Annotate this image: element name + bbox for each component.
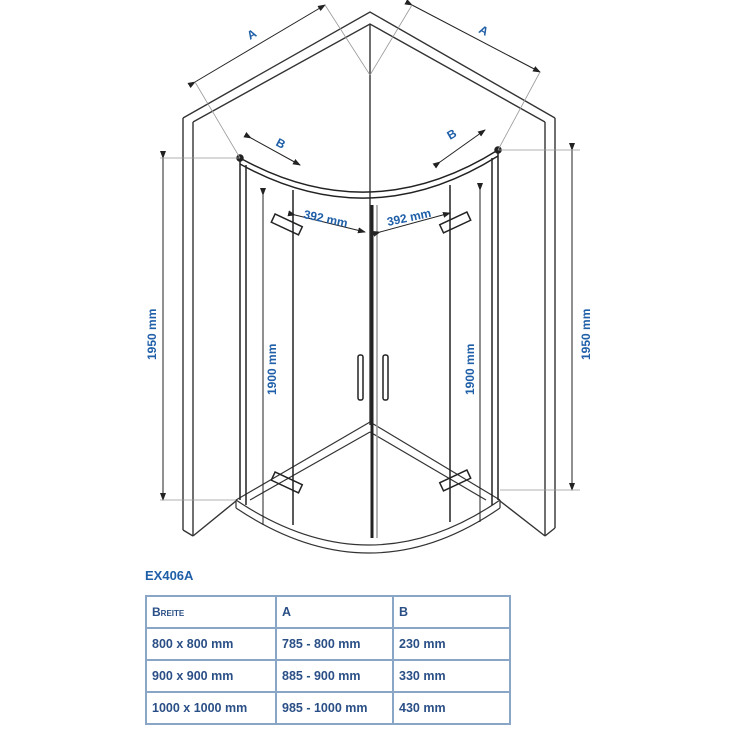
dim-height-glass-left: 1900 mm	[265, 343, 279, 395]
header-b: B	[393, 596, 510, 628]
walls	[183, 12, 555, 536]
header-a: A	[276, 596, 393, 628]
cell-a: 985 - 1000 mm	[276, 692, 393, 724]
header-breite: Breite	[146, 596, 276, 628]
table-row	[146, 660, 510, 692]
glass-enclosure	[237, 147, 501, 538]
cell-b: 430 mm	[393, 692, 510, 724]
dim-b-right: B	[444, 126, 460, 143]
dim-door-right: 392 mm	[385, 205, 433, 229]
table-row	[146, 628, 510, 660]
dim-a-left: A	[244, 26, 260, 43]
dim-height-total-right: 1950 mm	[579, 308, 593, 360]
table-header-row	[146, 596, 510, 628]
cell-breite: 1000 x 1000 mm	[146, 692, 276, 724]
cell-a: 885 - 900 mm	[276, 660, 393, 692]
model-code: EX406A	[145, 568, 194, 583]
dim-height-glass-right: 1900 mm	[463, 343, 477, 395]
cell-breite: 900 x 900 mm	[146, 660, 276, 692]
dim-height-total-left: 1950 mm	[145, 308, 159, 360]
cell-breite: 800 x 800 mm	[146, 628, 276, 660]
shower-tray	[236, 422, 500, 553]
dim-b-left: B	[273, 135, 288, 152]
dim-door-left: 392 mm	[302, 207, 350, 231]
table-row	[146, 692, 510, 724]
size-spec-table	[145, 595, 511, 725]
cell-b: 330 mm	[393, 660, 510, 692]
dimension-lines	[163, 5, 572, 525]
cell-a: 785 - 800 mm	[276, 628, 393, 660]
cell-b: 230 mm	[393, 628, 510, 660]
dim-a-right: A	[476, 22, 491, 39]
